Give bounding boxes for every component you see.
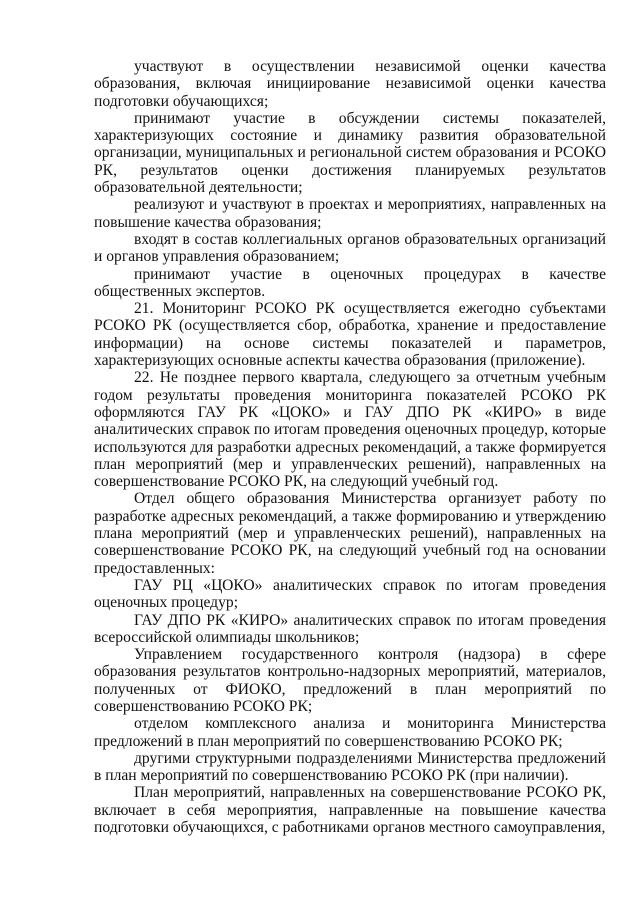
paragraph-1: участвуют в осуществлении независимой оценки качества образования, включая инициирование независимой оценки качества подготовки обучающихся; — [94, 58, 606, 110]
paragraph-control: Управлением государственного контроля (надзора) в сфере образования результатов контрольно-надзорных мероприятий, материалов, полученных от ФИОКО, предложений в план мероприятий по совершенствованию РСОКО РК; — [94, 646, 606, 715]
paragraph-other: другими структурными подразделениями Министерства предложений в план мероприятий по совершенствованию РСОКО РК (при наличии). — [94, 749, 606, 785]
paragraph-tsoko: ГАУ РЦ «ЦОКО» аналитических справок по итогам проведения оценочных процедур; — [94, 576, 606, 612]
paragraph-analysis: отделом комплексного анализа и мониторинга Министерства предложений в план мероприятий по совершенствованию РСОКО РК; — [94, 715, 606, 750]
paragraph-department: Отдел общего образования Министерства организует работу по разработке адресных рекомендаций, а также формированию и утверждению плана мероприятий (мер и управленческих решений), направленных на совершенствование РСОКО РК, на следующий учебный год на основании предоставленных: — [94, 490, 606, 577]
paragraph-22: 22. Не позднее первого квартала, следующего за отчетным учебным годом результаты проведения мониторинга показателей РСОКО РК оформляются ГАУ РК «ЦОКО» и ГАУ ДПО РК «КИРО» в виде аналитических справок по итогам проведения оценочных процедур, которые используются для разработки адресных рекомендаций, а также формируется план мероприятий (мер и управленческих решений), направленных на совершенствование РСОКО РК, на следующий учебный год. — [94, 369, 606, 491]
paragraph-2: принимают участие в обсуждении системы показателей, характеризующих состояние и динамику развития образовательной организации, муниципальных и региональной систем образования и РСОКО РК, результатов оценки достижения планируемых результатов образовательной деятельности; — [94, 109, 606, 197]
paragraph-kiro: ГАУ ДПО РК «КИРО» аналитических справок по итогам проведения всероссийской олимпиады школьников; — [94, 611, 606, 646]
paragraph-21: 21. Мониторинг РСОКО РК осуществляется ежегодно субъектами РСОКО РК (осуществляется сбор, обработка, хранение и предоставление информации) на основе системы показателей и параметров, характеризующих основные аспекты качества образования (приложение). — [94, 300, 606, 370]
paragraph-plan: План мероприятий, направленных на совершенствование РСОКО РК, включает в себя мероприятия, направленные на повышение качества подготовки обучающихся, с работниками органов местного самоуправления, — [94, 784, 606, 837]
paragraph-5: принимают участие в оценочных процедурах в качестве общественных экспертов. — [94, 265, 606, 300]
paragraph-3: реализуют и участвуют в проектах и мероприятиях, направленных на повышение качества образования; — [94, 196, 606, 231]
paragraph-4: входят в состав коллегиальных органов образовательных организаций и органов управления образованием; — [94, 230, 606, 266]
